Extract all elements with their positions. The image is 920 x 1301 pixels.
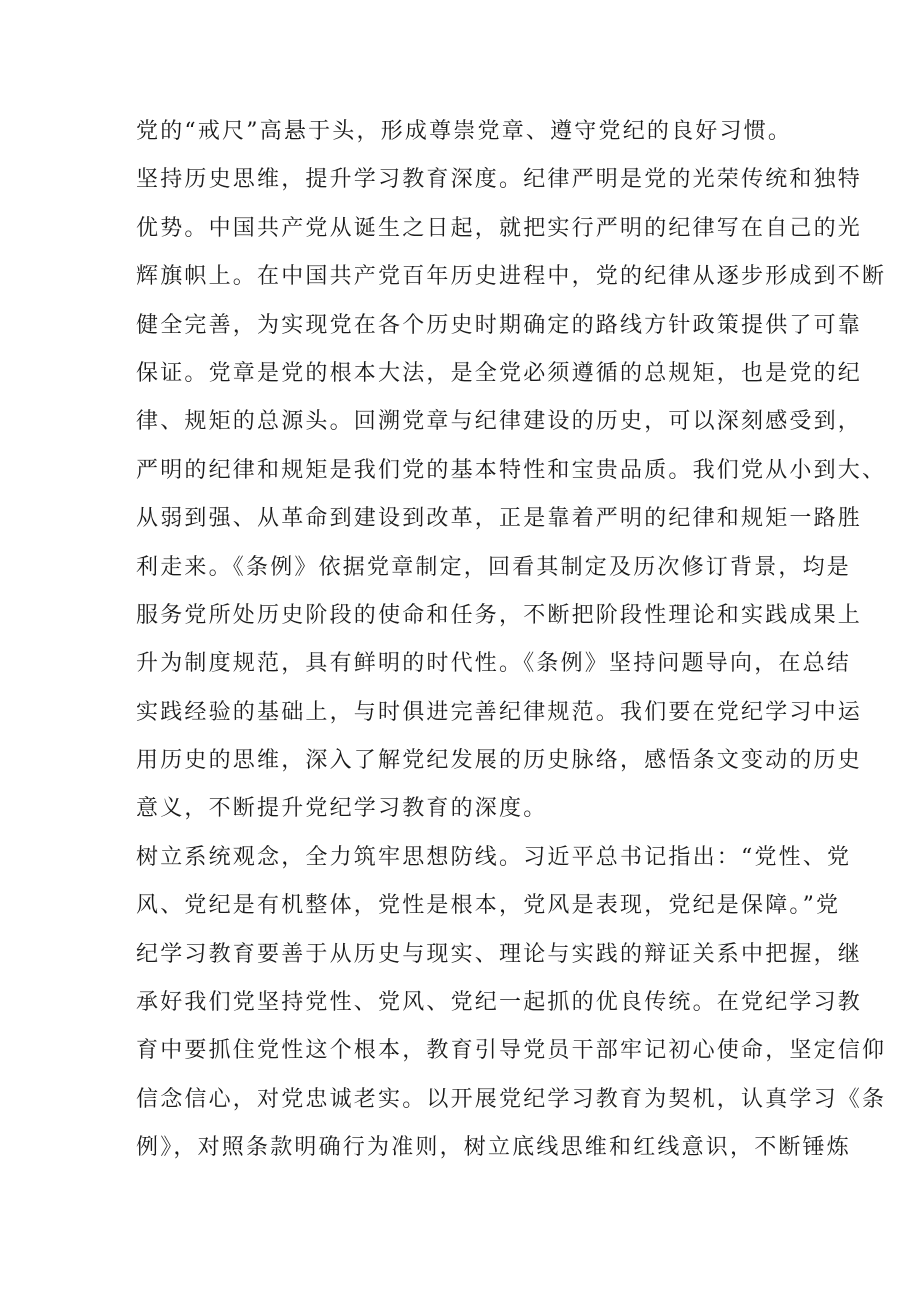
text-line: 承好我们党坚持党性、党风、党纪一起抓的优良传统。在党纪学习教	[136, 990, 863, 1016]
text-line: 坚持历史思维，提升学习教育深度。纪律严明是党的光荣传统和独特	[136, 167, 863, 193]
text-line: 严明的纪律和规矩是我们党的基本特性和宝贵品质。我们党从小到大、	[136, 457, 887, 483]
text-line: 优势。中国共产党从诞生之日起，就把实行严明的纪律写在自己的光	[136, 215, 863, 241]
text-line: 实践经验的基础上，与时俱进完善纪律规范。我们要在党纪学习中运	[136, 699, 863, 725]
text-line: 纪学习教育要善于从历史与现实、理论与实践的辩证关系中把握，继	[136, 941, 863, 967]
text-line: 风、党纪是有机整体，党性是根本，党风是表现，党纪是保障。”党	[136, 893, 841, 919]
text-line: 利走来。《条例》依据党章制定，回看其制定及历次修订背景，均是	[136, 554, 852, 580]
text-line: 意义，不断提升党纪学习教育的深度。	[136, 796, 548, 822]
text-line: 育中要抓住党性这个根本，教育引导党员干部牢记初心使命，坚定信仰	[136, 1038, 887, 1064]
text-line: 党的“戒尺”高悬于头，形成尊崇党章、遵守党纪的良好习惯。	[136, 119, 793, 144]
text-line: 律、规矩的总源头。回溯党章与纪律建设的历史，可以深刻感受到，	[136, 409, 863, 435]
text-line: 树立系统观念，全力筑牢思想防线。习近平总书记指出：“党性、党	[136, 844, 852, 870]
text-line: 升为制度规范，具有鲜明的时代性。《条例》坚持问题导向，在总结	[136, 651, 852, 677]
text-line: 从弱到强、从革命到建设到改革，正是靠着严明的纪律和规矩一路胜	[136, 506, 863, 532]
text-line: 辉旗帜上。在中国共产党百年历史进程中，党的纪律从逐步形成到不断	[136, 264, 887, 290]
text-line: 用历史的思维，深入了解党纪发展的历史脉络，感悟条文变动的历史	[136, 748, 863, 774]
document-body-text	[136, 108, 887, 1173]
text-line: 信念信心，对党忠诚老实。以开展党纪学习教育为契机，认真学习《条	[136, 1086, 887, 1112]
text-line: 服务党所处历史阶段的使命和任务，不断把阶段性理论和实践成果上	[136, 602, 863, 628]
text-line: 健全完善，为实现党在各个历史时期确定的路线方针政策提供了可靠	[136, 312, 863, 338]
text-line: 例》，对照条款明确行为准则，树立底线思维和红线意识，不断锤炼	[136, 1135, 852, 1161]
text-line: 保证。党章是党的根本大法，是全党必须遵循的总规矩，也是党的纪	[136, 360, 863, 386]
